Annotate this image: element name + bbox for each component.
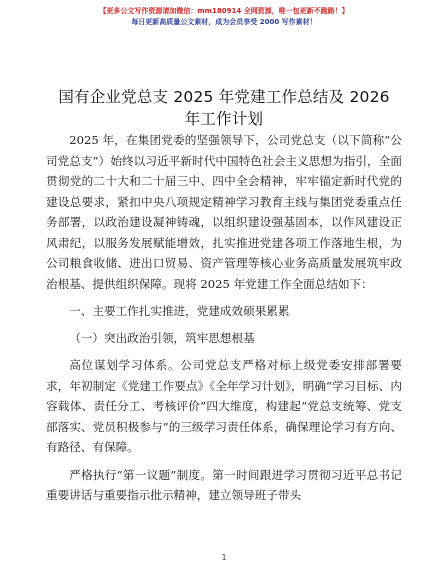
- document-body: [46, 130, 402, 506]
- page-number: 1: [221, 553, 227, 562]
- body-paragraph-1: 高位谋划学习体系。公司党总支严格对标上级党委安排部署要求，年初制定《党建工作要点》《全年学习计划》，明确“学习目标、内容载体、责任分工、考核评价”四大维度，构建起“党总支统筹、党支部落实、党员积极参与”的三级学习责任体系，确保理论学习有方向、有路径、有保障。: [46, 358, 402, 454]
- promo-banner-blue: 每日更新高质量公文素材，成为会员享受 2000 写作素材！: [131, 18, 317, 26]
- title-line-2: 年工作计划: [184, 110, 264, 128]
- section-heading-1: 一、主要工作扎实推进，党建成效硕果累累: [69, 304, 290, 318]
- subsection-heading-1: （一）突出政治引领，筑牢思想根基: [69, 330, 255, 345]
- promo-banner-red: 【更多公文写作资源请加微信：mm180914 全网资源，唯一包更新不跑路！】: [99, 7, 349, 15]
- document-title: [46, 86, 402, 130]
- intro-paragraph: 2025 年，在集团党委的坚强领导下，公司党总支（以下简称“公司党总支”）始终以习近平新时代中国特色社会主义思想为指引，全面贯彻党的二十大和二十届三中、四中全会精神，牢牢锚定新时代党的建设总要求，紧扣中央八项规定精神学习教育主线与集团党委重点任务部署，以政治建设凝神铸魂，以组织建设强基固本，以作风建设正风肃纪，以服务发展赋能增效，扎实推进党建各项工作落地生根，为公司粮食收储、进出口贸易、资产管理等核心业务高质量发展筑牢政治根基、提供组织保障。现将 2025 年党建工作全面总结如下：: [46, 133, 402, 291]
- title-line-1: 国有企业党总支 2025 年党建工作总结及 2026: [58, 88, 390, 106]
- body-paragraph-2: 严格执行“第一议题”制度。第一时间跟进学习贯彻习近平总书记重要讲话与重要指示批示精神，建立领导班子带头: [46, 467, 402, 502]
